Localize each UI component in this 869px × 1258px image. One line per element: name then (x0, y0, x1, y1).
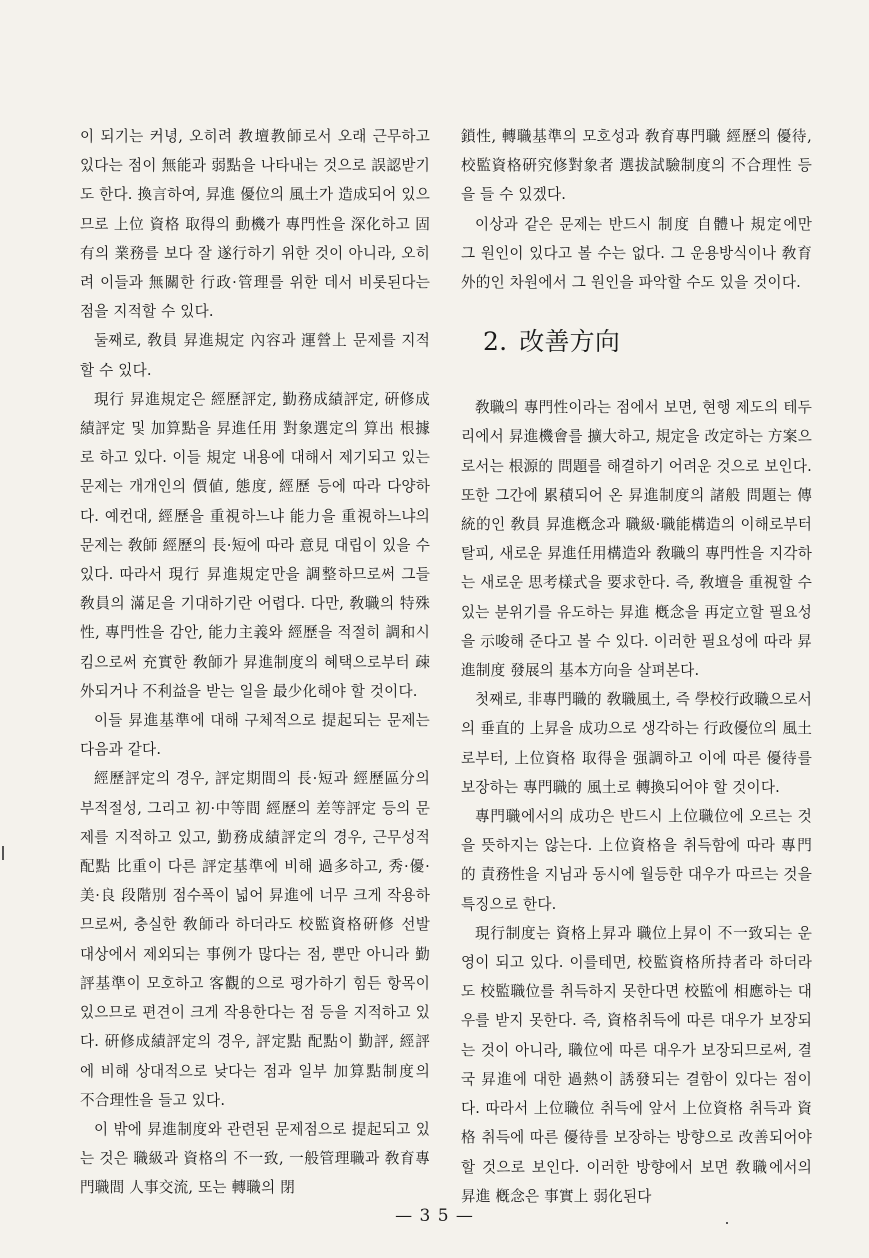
right-column (461, 122, 812, 1211)
paragraph: 이 밖에 昇進制度와 관련된 문제점으로 提起되고 있는 것은 職級과 資格의 不一致, 一般管理職과 敎育專門職間 人事交流, 또는 轉職의 閉 (80, 1120, 430, 1197)
paragraph: 現行 昇進規定은 經歷評定, 勤務成績評定, 硏修成績評定 및 加算點을 昇進任用 對象選定의 算出 根據로 하고 있다. 이들 規定 내용에 대해서 제기되고 있는 문제는 개개인의 價値, 態度, 經歷 등에 따라 다양하다. 예컨대, 經歷을 重視하느냐 能力을 重視하느냐의 문제는 敎師 經歷의 長·短에 따라 意見 대립이 있을 수 있다. 따라서 現行 昇進規定만을 調整하므로써 그들 敎員의 滿足을 기대하기란 어렵다. 다만, 敎職의 特殊性, 專門性을 감안, 能力主義와 經歷을 적절히 調和시킴으로써 充實한 敎師가 昇進制度의 혜택으로부터 疎外되거나 不利益을 받는 일을 最少化해야 할 것이다. (80, 390, 430, 700)
section-heading (483, 325, 812, 359)
paragraph: 첫째로, 非專門職的 敎職風土, 즉 學校行政職으로서의 垂直的 上昇을 成功으로 생각하는 行政優位의 風土로부터, 上位資格 取得을 强調하고 이에 따른 優待를 보장하는 專門職的 風土로 轉換되어야 할 것이다. (461, 691, 812, 796)
paragraph: 敎職의 專門性이라는 점에서 보면, 현행 제도의 테두리에서 昇進機會를 擴大하고, 規定을 改定하는 方案으로서는 根源的 問題를 해결하기 어려운 것으로 보인다. 또한 그간에 累積되어 온 昇進制度의 諸般 問題는 傳統的인 敎員 昇進槪念과 職級·職能構造의 이해로부터 탈피, 새로운 昇進任用構造와 敎職의 專門性을 지각하는 새로운 思考樣式을 要求한다. 즉, 敎壇을 重視할 수 있는 분위기를 유도하는 昇進 槪念을 再定立할 필요성을 示唆해 준다고 볼 수 있다. 이러한 필요성에 따라 昇進制度 發展의 基本方向을 살펴본다. (461, 399, 812, 680)
page-number: — 3 5 — (395, 1206, 474, 1226)
paragraph: 經歷評定의 경우, 評定期間의 長·短과 經歷區分의 부적절성, 그리고 初·中等間 經歷의 差等評定 등의 문제를 지적하고 있고, 勤務成績評定의 경우, 근무성적 配點 比重이 다른 評定基準에 비해 過多하고, 秀·優·美·良 段階別 점수폭이 넓어 昇進에 너무 크게 작용하므로써, 충실한 敎師라 하더라도 校監資格硏修 선발 대상에서 제외되는 事例가 많다는 점, 뿐만 아니라 勤評基準이 모호하고 客觀的으로 평가하기 힘든 항목이 있으므로 편견이 크게 작용한다는 점 등을 지적하고 있다. 硏修成績評定의 경우, 評定點 配點이 勤評, 經評에 비해 상대적으로 낮다는 점과 일부 加算點制度의 不合理性을 들고 있다. (80, 770, 430, 1109)
paragraph: 이상과 같은 문제는 반드시 制度 自體나 規定에만 그 원인이 있다고 볼 수는 없다. 그 운용방식이나 敎育 外的인 차원에서 그 원인을 파악할 수도 있을 것이다. (461, 215, 812, 292)
section-title: 改善方向 (519, 327, 621, 357)
section-number: 2. (483, 327, 508, 357)
paragraph: 現行制度는 資格上昇과 職位上昇이 不一致되는 운영이 되고 있다. 이를테면, 校監資格所持者라 하더라도 校監職位를 취득하지 못한다면 校監에 相應하는 대우를 받지 못한다. 즉, 資格취득에 따른 대우가 보장되는 것이 아니라, 職位에 따른 대우가 보장되므로써, 결국 昇進에 대한 過熱이 誘發되는 결함이 있다는 점이다. 따라서 上位職位 취득에 앞서 上位資格 취득과 資格 취득에 따른 優待를 보장하는 방향으로 改善되어야 할 것으로 보인다. 이러한 방향에서 보면 敎職에서의 昇進 槪念은 事實上 弱化된다 (461, 924, 812, 1205)
margin-mark (2, 846, 4, 860)
paragraph: 專門職에서의 成功은 반드시 上位職位에 오르는 것을 뜻하지는 않는다. 上位資格을 취득함에 따라 專門的 責務性을 지님과 동시에 월등한 대우가 따르는 것을 특징으로 한다. (461, 808, 812, 913)
paragraph: 이 되기는 커녕, 오히려 教壇教師로서 오래 근무하고 있다는 점이 無能과 弱點을 나타내는 것으로 誤認받기도 한다. 換言하여, 昇進 優位의 風土가 造成되어 있으므로 上位 資格 取得의 動機가 專門性을 深化하고 固有의 業務를 보다 잘 遂行하기 위한 것이 아니라, 오히려 이들과 無關한 行政·管理를 위한 데서 비롯된다는 점을 지적할 수 있다. (80, 128, 430, 321)
paragraph: 둘째로, 敎員 昇進規定 內容과 運營上 문제를 지적할 수 있다. (80, 332, 430, 379)
left-column (80, 122, 430, 1203)
scan-speck (726, 1222, 728, 1224)
paragraph: 이들 昇進基準에 대해 구체적으로 提起되는 문제는 다음과 같다. (80, 712, 430, 759)
paragraph: 鎖性, 轉職基準의 모호성과 敎育專門職 經歷의 優待, 校監資格硏究修對象者 選拔試驗制度의 不合理性 등을 들 수 있겠다. (461, 128, 812, 204)
